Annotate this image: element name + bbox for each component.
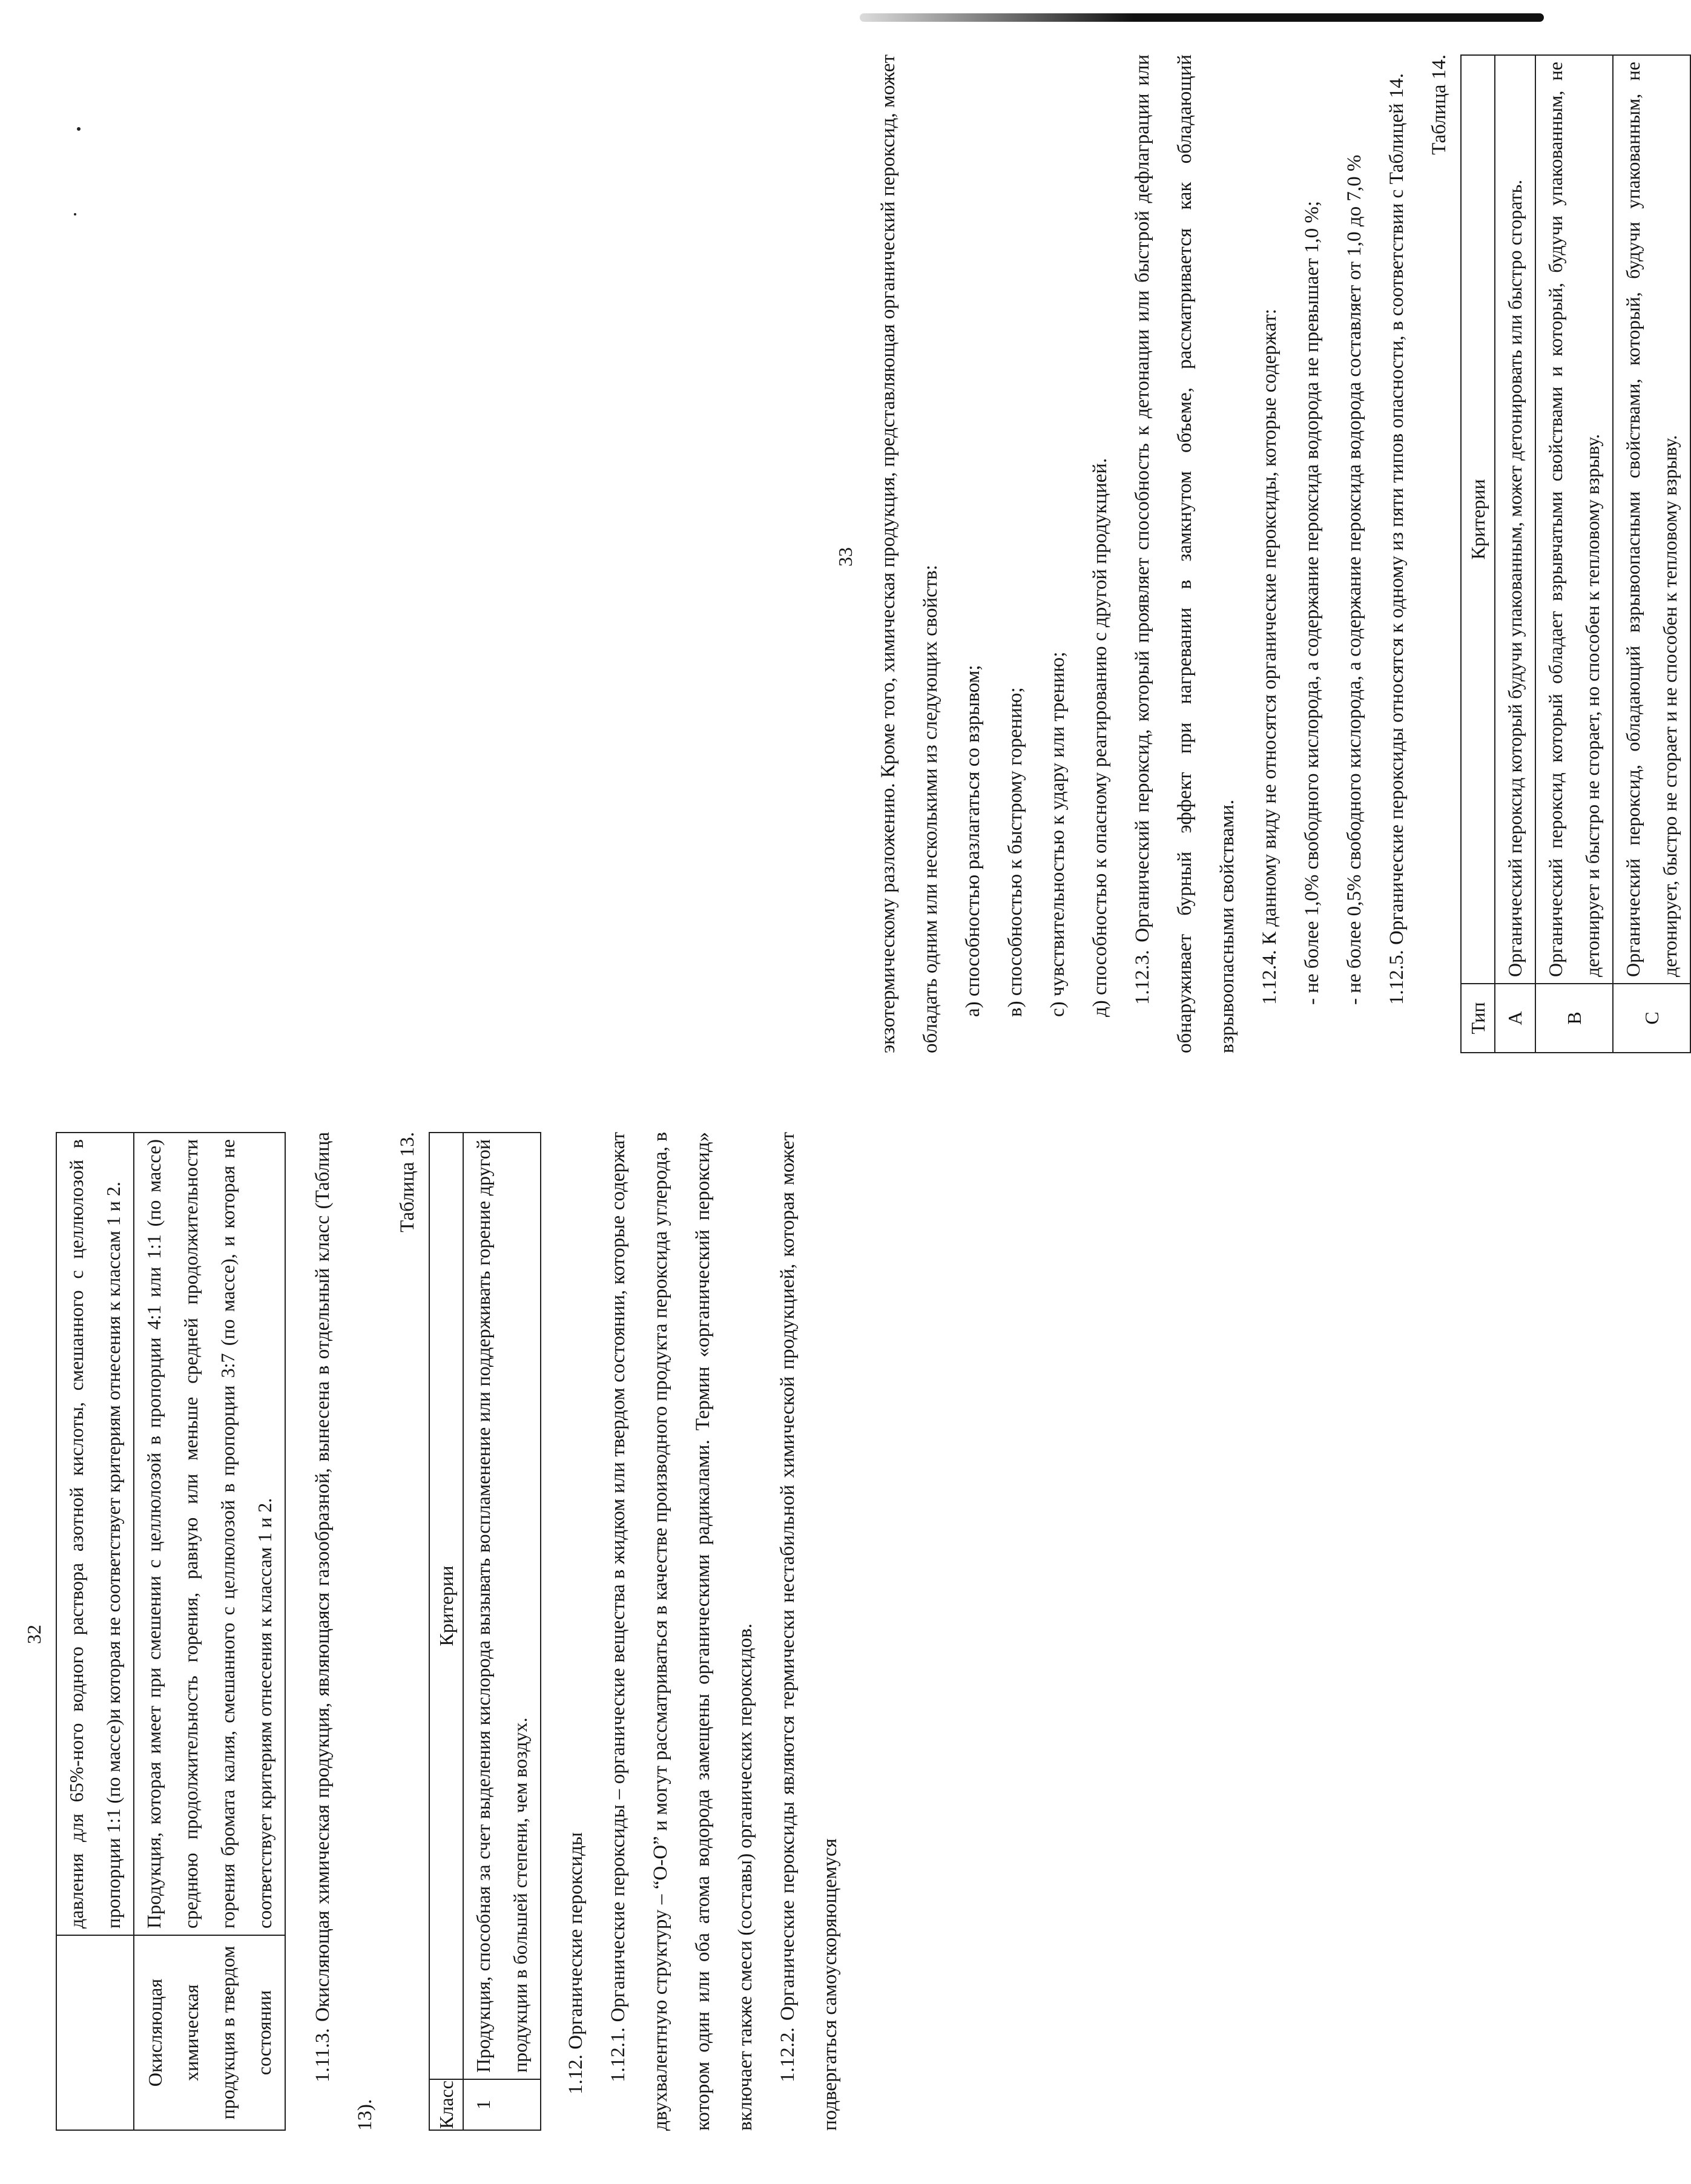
paragraph-1-12-3: 1.12.3. Органический пероксид, который проявляет способность к детонации или быстрой дефлаграции или обнаруживает бурный эффект при нагревании в замкнутом объеме, рассматривается как обладающий взрывоопасными свойствами. — [1132, 54, 1238, 1053]
table-row — [134, 1133, 285, 2130]
table-cell-type: C — [1613, 984, 1690, 1053]
continued-table — [56, 1132, 286, 2131]
page-33 — [829, 36, 1681, 1077]
section-heading-1-12: 1.12. Органические пероксиды — [565, 1832, 587, 2094]
scan-speck — [77, 127, 81, 131]
table-cell-criteria: давления для 65%-ного водного раствора азотной кислоты, смешанного с целлюлозой в пропорции 1:1 (по массе)и которая не соответствует критериям отнесения к классам 1 и 2. — [56, 1133, 134, 1935]
table-cell-class: 1 — [463, 2079, 541, 2130]
table-cell-product: Окисляющая химическая продукция в твердом состоянии — [134, 1935, 285, 2130]
table-cell-type: A — [1495, 984, 1535, 1053]
table-13-caption: Таблица 13. — [397, 1132, 418, 1232]
paragraph-intro: экзотермическому разложению. Кроме того, химическая продукция, представляющая органический пероксид, может обладать одним или несколькими из следующих свойств: — [877, 54, 941, 1053]
table-cell-criteria: Органический пероксид который будучи упакованным, может детонировать или быстро сгорать. — [1495, 55, 1535, 984]
table-cell-criteria: Продукция, которая имеет при смешении с целлюлозой в пропорции 4:1 или 1:1 (по массе) среднюю продолжительность горения, равную или меньше средней продолжительности горения бромата калия, смешанного с целлюлозой в пропорции 3:7 (по массе), и которая не соответствует критериям отнесения к классам 1 и 2. — [134, 1133, 285, 1935]
table-row — [1535, 55, 1613, 1053]
table-cell-criteria: Органический пероксид который обладает взрывчатыми свойствами и который, будучи упакованным, не детонирует и быстро не сгорает, но способен к тепловому взрыву. — [1535, 55, 1613, 984]
list-item-d: д) способностью к опасному реагированию с другой продукцией. — [1089, 458, 1111, 1017]
table-header-row — [1461, 55, 1495, 1053]
paragraph-1-12-4: 1.12.4. К данному виду не относятся органические пероксиды, которые содержат: — [1259, 309, 1281, 1005]
table-14-caption: Таблица 14. — [1428, 54, 1450, 155]
paragraph-1-11-3: 1.11.3. Окисляющая химическая продукция, являющаяся газообразной, вынесена в отдельный класс (Таблица 13). — [312, 1132, 376, 2131]
table-header-criteria: Критерии — [429, 1133, 463, 2079]
page-number: 33 — [834, 547, 856, 567]
page-number: 32 — [23, 1625, 45, 1644]
paragraph-1-12-5: 1.12.5. Органические пероксиды относятся к одному из пяти типов опасности, в соответствии с Таблицей 14. — [1386, 73, 1408, 1005]
page-32-body — [56, 1132, 851, 2131]
table-row — [1495, 55, 1535, 1053]
table-header-row — [429, 1133, 463, 2130]
list-item-c: с) чувствительностью к удару или трению; — [1047, 651, 1069, 1017]
table-cell-criteria: Продукция, способная за счет выделения кислорода вызывать воспламенение или поддерживать горение другой продукции в большей степени, чем воздух. — [463, 1133, 541, 2079]
scan-edge-mark — [860, 13, 1544, 22]
table-14 — [1460, 54, 1691, 1053]
scan-speck — [74, 213, 76, 215]
table-row — [463, 1133, 541, 2130]
table-header-type: Тип — [1461, 984, 1495, 1053]
list-item-a: а) способностью разлагаться со взрывом; — [962, 665, 984, 1017]
table-row — [1613, 55, 1690, 1053]
page-33-body — [867, 54, 1691, 1053]
page-32 — [18, 1114, 841, 2155]
bullet-item-2: - не более 0,5% свободного кислорода, а содержание пероксида водорода составляет от 1,0 до 7,0 % — [1343, 154, 1365, 1005]
table-header-criteria: Критерии — [1461, 55, 1495, 984]
table-header-class: Класс — [429, 2079, 463, 2130]
bullet-item-1: - не более 1,0% свободного кислорода, а содержание пероксида водорода не превышает 1,0 %; — [1301, 201, 1323, 1005]
table-cell-type: B — [1535, 984, 1613, 1053]
table-cell-criteria: Органический пероксид, обладающий взрывоопасными свойствами, который, будучи упакованным, не детонирует, быстро не сгорает и не способен к тепловому взрыву. — [1613, 55, 1690, 984]
paragraph-1-12-2: 1.12.2. Органические пероксиды являются термически нестабильной химической продукцией, которая может подвергаться самоускоряющемуся — [777, 1132, 841, 2131]
table-row — [56, 1133, 134, 2130]
list-item-b: в) способностью к быстрому горению; — [1004, 687, 1026, 1017]
table-cell-product — [56, 1935, 134, 2130]
table-13 — [429, 1132, 541, 2131]
paragraph-1-12-1: 1.12.1. Органические пероксиды – органические вещества в жидком или твердом состоянии, которые содержат двухвалентную структуру – “О-О” и могут рассматриваться в качестве производного продукта пероксида углерода, в котором один или оба атома водорода замещены органическими радикалами. Термин «органический пероксид» включает также смеси (составы) органических пероксидов. — [607, 1132, 756, 2131]
